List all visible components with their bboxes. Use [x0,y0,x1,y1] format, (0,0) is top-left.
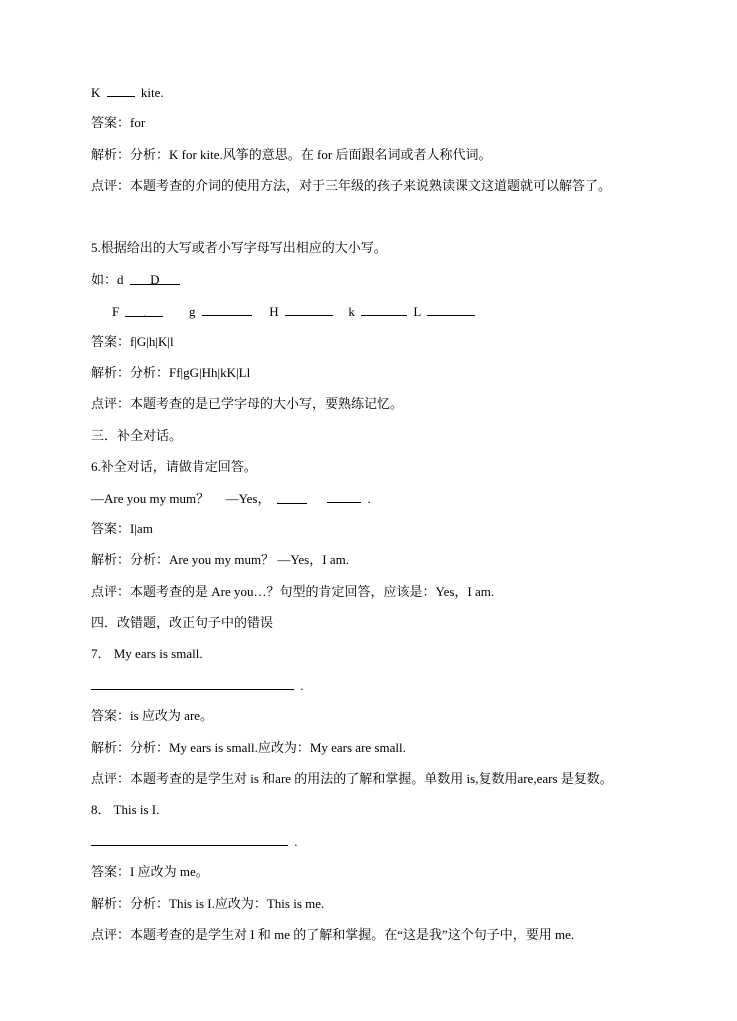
q8-answer-blank [91,833,288,846]
q5-analysis: 解析：分析：Ff|gG|Hh|kK|Ll [91,365,251,380]
q8-analysis: 解析：分析：This is I.应改为：This is me. [91,896,325,911]
q8-answer: 答案：I 应改为 me。 [91,864,209,879]
q4-answer: 答案：for [91,115,146,130]
q6-analysis: 解析：分析：Are you my mum？ —Yes，I am. [91,552,349,567]
q7-comment: 点评：本题考查的是学生对 is 和are 的用法的了解和掌握。单数用 is,复数用are,ears 是复数。 [91,771,613,786]
q4-prefix: K [91,85,101,100]
q5-example-answer-blank [130,272,180,285]
q7-answer: 答案：is 应改为 are。 [91,708,214,723]
q6-answer: 答案：I|am [91,521,153,536]
q5-letter-2: g [188,304,196,319]
q5-letters-line [112,303,478,320]
q7-period: . [300,678,304,693]
q5-example-prefix: 如：d [91,272,124,287]
q5-blank-1 [125,304,163,317]
q4-answer-blank [107,84,135,97]
q6-dialogue-line [91,490,371,507]
q4-question-line [91,84,164,101]
q5-answer: 答案：f|G|h|K|l [91,334,174,349]
q8-title: 8． This is I. [91,802,160,817]
q6-question: —Are you my mum？ [91,491,210,506]
q6-period: . [367,491,371,506]
q6-blank-1-dot: . [276,495,280,506]
q5-blank-5 [427,303,475,316]
q5-letter-5: L [413,304,421,319]
q7-answer-line [91,677,304,694]
section-3-heading: 三．补全对话。 [91,428,183,443]
q5-example-answer: D [150,272,160,287]
q5-comment: 点评：本题考查的是已学字母的大小写，要熟练记忆。 [91,396,404,411]
q5-blank-3 [285,303,333,316]
q5-example-line [91,272,183,288]
q5-letter-4: k [348,304,355,319]
q4-analysis: 解析：分析：K for kite.风筝的意思。在 for 后面跟名词或者人称代词。 [91,147,492,162]
q4-comment: 点评：本题考查的介词的使用方法，对于三年级的孩子来说熟读课文这道题就可以解答了。 [91,178,612,193]
q8-period: . [294,834,298,849]
q8-comment: 点评：本题考查的是学生对 I 和 me 的了解和掌握。在“这是我”这个句子中，要用 me. [91,927,575,942]
q7-title: 7． My ears is small. [91,646,203,661]
q5-blank-2 [202,303,252,316]
q5-blank-4 [361,303,407,316]
q6-title: 6.补全对话，请做肯定回答。 [91,459,257,474]
q5-blank-1-dot: . [143,308,146,319]
q6-blank-1 [277,491,307,504]
section-4-heading: 四．改错题，改正句子中的错误 [91,615,274,630]
q6-reply-prefix: —Yes， [225,491,271,506]
q8-answer-line [91,833,298,850]
q7-analysis: 解析：分析：My ears is small.应改为：My ears are small. [91,740,406,755]
q7-answer-blank [91,677,294,690]
q5-letter-3: H [269,304,279,319]
q5-title: 5.根据给出的大写或者小写字母写出相应的大小写。 [91,240,387,255]
q6-comment: 点评：本题考查的是 Are you…？句型的肯定回答，应该是：Yes，I am. [91,584,495,599]
q5-letter-1: F [112,304,120,319]
q6-blank-2 [327,490,361,503]
q4-suffix: kite. [140,85,164,100]
